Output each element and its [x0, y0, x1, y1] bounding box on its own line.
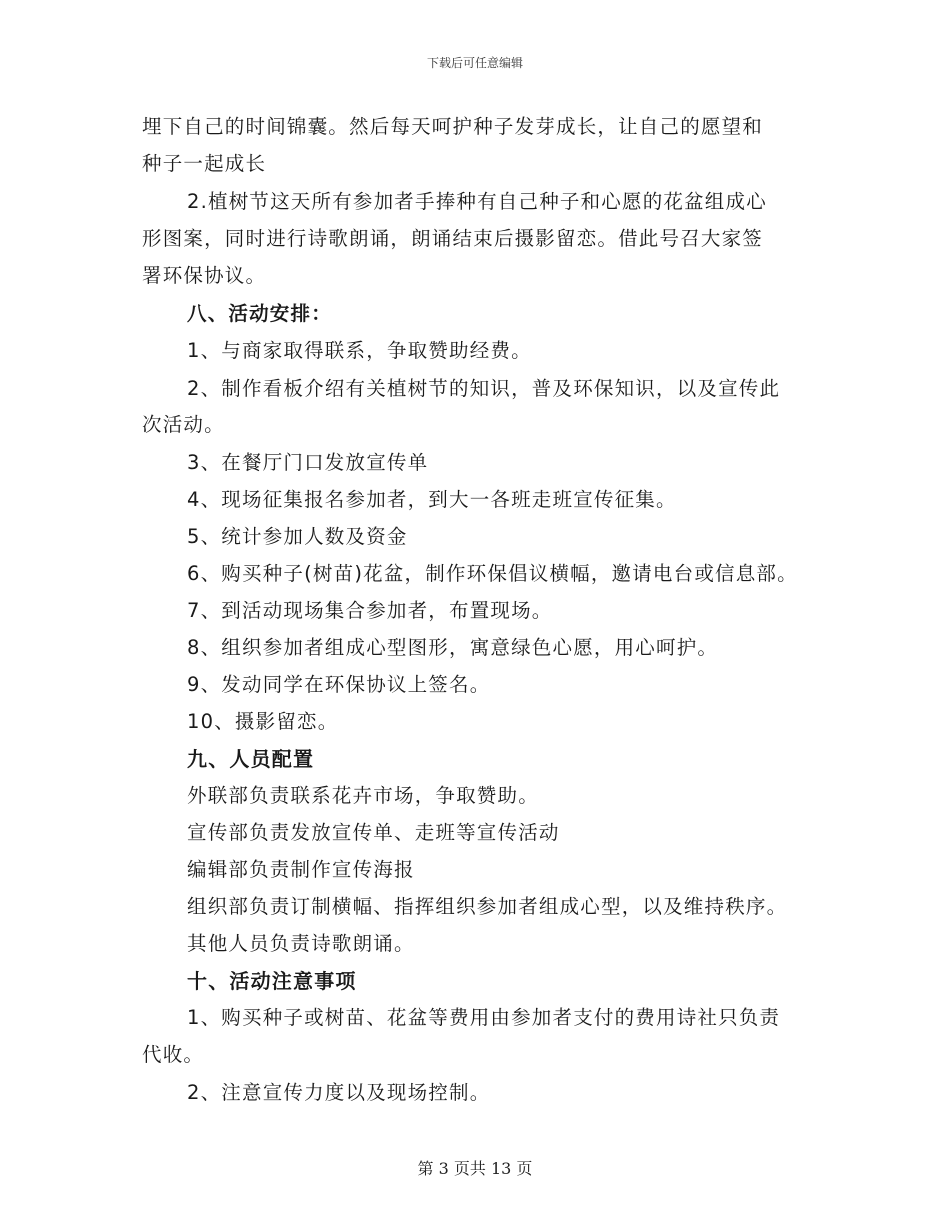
text-line: 种子一起成长 — [142, 152, 267, 175]
text-line: 埋下自己的时间锦囊。然后每天呵护种子发芽成长，让自己的愿望和 — [142, 115, 764, 138]
list-item: 4、现场征集报名参加者，到大一各班走班宣传征集。 — [187, 488, 677, 511]
text-line: 次活动。 — [142, 413, 225, 436]
list-item: 1、购买种子或树苗、花盆等费用由参加者支付的费用诗社只负责 — [187, 1006, 781, 1029]
section-heading-10: 十、活动注意事项 — [187, 969, 357, 993]
text-line: 署环保协议。 — [142, 264, 267, 287]
list-item: 6、购买种子(树苗)花盆，制作环保倡议横幅，邀请电台或信息部。 — [187, 562, 798, 585]
section-heading-8: 八、活动安排： — [187, 302, 332, 325]
list-item: 3、在餐厅门口发放宣传单 — [187, 451, 429, 474]
text-line: 编辑部负责制作宣传海报 — [187, 858, 415, 881]
text-line: 外联部负责联系花卉市场，争取赞助。 — [187, 784, 539, 807]
list-item: 10、摄影留恋。 — [187, 710, 339, 733]
list-item: 1、与商家取得联系，争取赞助经费。 — [187, 339, 532, 362]
list-item: 2、注意宣传力度以及现场控制。 — [187, 1081, 491, 1104]
text-line: 2.植树节这天所有参加者手捧种有自己种子和心愿的花盆组成心 — [187, 190, 767, 213]
list-item: 7、到活动现场集合参加者，布置现场。 — [187, 599, 553, 622]
page-header: 下载后可任意编辑 — [426, 56, 523, 70]
section-heading-9: 九、人员配置 — [187, 747, 315, 771]
text-line: 其他人员负责诗歌朗诵。 — [187, 932, 415, 955]
list-item: 2、制作看板介绍有关植树节的知识，普及环保知识，以及宣传此 — [187, 377, 781, 400]
text-line: 宣传部负责发放宣传单、走班等宣传活动 — [187, 821, 560, 844]
text-line: 形图案，同时进行诗歌朗诵，朗诵结束后摄影留恋。借此号召大家签 — [142, 227, 764, 250]
text-line: 组织部负责订制横幅、指挥组织参加者组成心型，以及维持秩序。 — [187, 895, 788, 918]
page-footer: 第 3 页共 13 页 — [417, 1159, 533, 1178]
text-line: 代收。 — [142, 1043, 205, 1066]
list-item: 5、统计参加人数及资金 — [187, 525, 408, 548]
list-item: 9、发动同学在环保协议上签名。 — [187, 673, 491, 696]
list-item: 8、组织参加者组成心型图形，寓意绿色心愿，用心呵护。 — [187, 636, 719, 659]
